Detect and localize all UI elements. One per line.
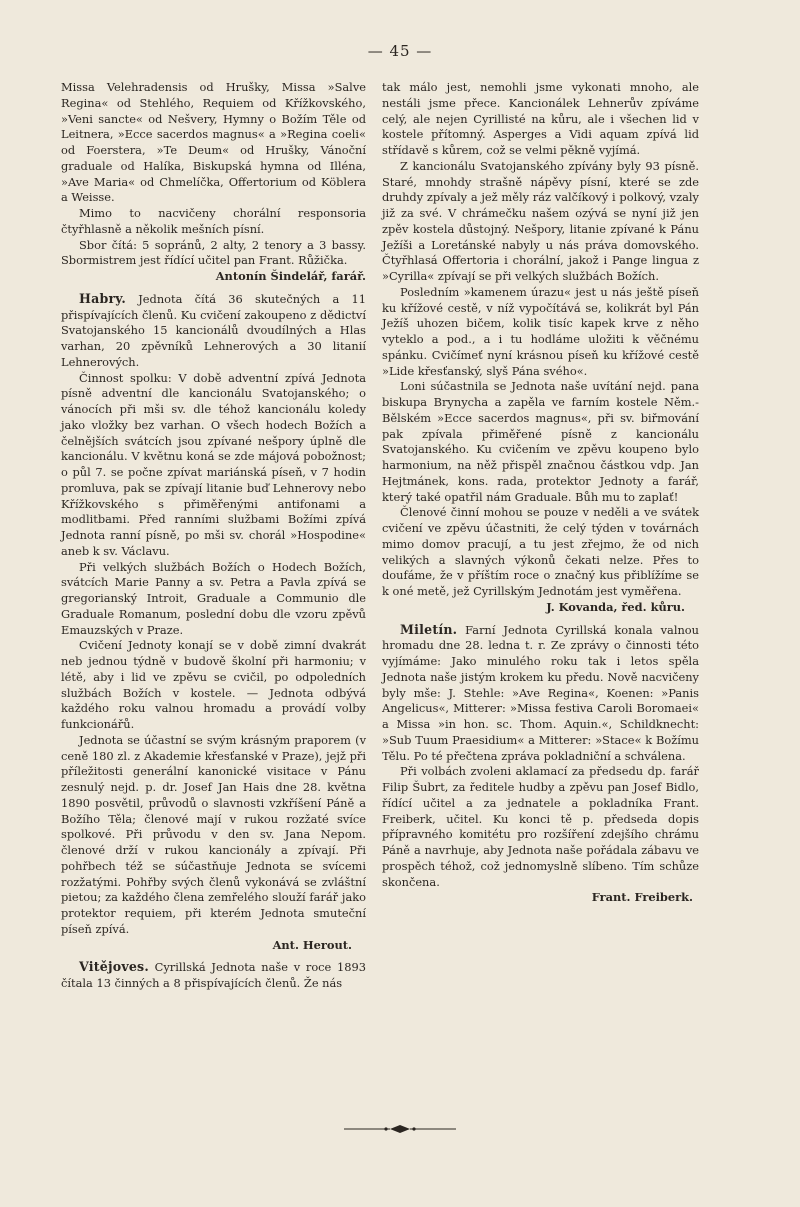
paragraph: Z kancionálu Svatojanského zpívány byly 93 písně. Staré, mnohdy strašně nápěvy písní, které se zde druhdy zpívaly a jež měly ráz valčíkový i polkový, vzaly již za své. V chrámečku našem ozývá se nyní již jen zpěv kostela důstojný. Nešpory, litanie zpívané k Pánu Ježíši a Loretánské nabyly u nás práva domovského. Čtyřhlasá Offertoria i chorální, jakož i Pange lingua z »Cyrilla« zpívají se při velkých službách Božích. xyxy=(382,158,699,283)
signature-name: Antonín Šindelář, farář. xyxy=(215,269,366,283)
paragraph: Sbor čítá: 5 sopránů, 2 alty, 2 tenory a 3 bassy. Sbormistrem jest řídící učitel pan Frant. Růžička. xyxy=(61,237,366,268)
paragraph: Missa Velehradensis od Hrušky, Missa »Salve Regina« od Stehlého, Requiem od Křížkovského, »Veni sancte« od Nešvery, Hymny o Božím Těle od Leitnera, »Ecce sacerdos magnus« a »Regina coeli« od Foerstera, »Te Deum« od Hrušky, Vánoční graduale od Halíka, Biskupská hymna od Illéna, »Ave Maria« od Chmelíčka, Offertorium od Köblera a Weisse. xyxy=(61,80,366,205)
signature-name: J. Kovanda, řed. kůru. xyxy=(546,599,685,614)
place-heading: Habry. xyxy=(79,290,126,306)
paragraph: Jednota se účastní se svým krásným praporem (v ceně 180 zl. z Akademie křesťanské v Praze), jejž při příležitosti generální kanonické visitace v Pánu zesnulý nejd. p. dr. Josef Jan Hais dne 28. května 1890 posvětil, průvodů o slavnosti vzkříšení Páně a Božího Těla; členové mají v rukou rozžaté svíce spolkové. Při průvodu v den sv. Jana Nepom. členové drží v rukou kancionály a zpívají. Při pohřbech též se súčastňuje Jednota se svícemi rozžatými. Pohřby svých členů vykonává se zvláštní pietou; za každého člena zemřelého slouží farář jako protektor requiem, při kterém Jednota smuteční píseň zpívá. xyxy=(61,732,366,936)
paragraph-text: Jednota čítá 36 skutečných a 11 přispívajících členů. Ku cvičení zakoupeno z dědictví Svatojanského 15 kancionálů dvoudílných a Hlas varhan, 20 zpěvníků Lehnerových a 30 litanií Lehnerových. xyxy=(61,291,367,369)
paragraph: Posledním »kamenem úrazu« jest u nás ještě píseň ku křížové cestě, v níž vypočítává se, kolikrát byl Pán Ježíš uhozen bičem, kolik tisíc kapek krve z něho vyteklo a pod., a i tu hodláme uložiti k věčnému spánku. Cvičímeť nyní krásnou píseň ku křížové cestě »Lide křesťanský, slyš Pána svého«. xyxy=(382,284,699,378)
signature-name: Frant. Freiberk. xyxy=(591,890,693,905)
report-miletin xyxy=(382,622,699,765)
page-number: — 45 — xyxy=(367,42,433,60)
paragraph: Členové činní mohou se pouze v neděli a ve svátek cvičení ve zpěvu účastniti, že celý týden v továrnách mimo domov pracují, a tu jest zřejmo, že od nich velikých a slavných výkonů čekati nelze. Přes to doufáme, že v příštím roce o značný kus přiblížíme se k oné metě, jež Cyrillským Jednotám jest vyměřena. xyxy=(382,505,699,598)
signature xyxy=(382,600,699,616)
left-column xyxy=(61,80,366,992)
paragraph: Mimo to nacvičeny chorální responsoria čtyřhlasně a několik mešních písní. xyxy=(61,206,366,236)
fleuron-ornament-icon xyxy=(340,1124,460,1134)
paragraph: Při velkých službách Božích o Hodech Božích, svátcích Marie Panny a sv. Petra a Pavla zpívá se gregorianský Introit, Graduale a Communio dle Graduale Romanum, poslední dobu dle vzoru zpěvů Emauzských v Praze. xyxy=(61,559,366,637)
paragraph: Cvičení Jednoty konají se v době zimní dvakrát neb jednou týdně v budově školní při harmoniu; v létě, aby i lid ve zpěvu se cvičil, po odpoledních službách Božích v kostele. — Jednota odbývá každého roku valnou hromadu a provádí volby funkcionářů. xyxy=(61,638,366,731)
paragraph: Loni súčastnila se Jednota naše uvítání nejd. pana biskupa Brynycha a zapěla ve farním kostele Něm.-Bělském »Ecce sacerdos magnus«, při sv. biřmování pak zpívala přiměřené písně z kancionálu Svatojanského. Ku cvičením ve zpěvu koupeno bylo harmonium, na něž přispěl značnou částkou vdp. Jan Hejtmánek, kons. rada, protektor Jednoty a farář, který také opatřil nám Graduale. Bůh mu to zaplať! xyxy=(382,379,699,504)
signature-name: Ant. Herout. xyxy=(272,937,352,952)
signature xyxy=(61,269,366,285)
paragraph: tak málo jest, nemohli jsme vykonati mnoho, ale nestáli jsme přece. Kancionálek Lehnerův zpíváme celý, ale nejen Cyrillisté na kůru, ale i všechen lid v kostele přítomný. Asperges a Vidi aquam zpívá lid střídavě s kůrem, což se velmi pěkně vyjímá. xyxy=(382,80,699,157)
paragraph: Činnost spolku: V době adventní zpívá Jednota písně adventní dle kancionálu Svatojanského; o vánocích při mši sv. dle téhož kancionálu koledy jako vložky bez varhan. O všech hodech Božích a čelnějších svátcích jsou zpívané nešpory úplně dle kancionálu. V květnu koná se zde májová pobožnost; o půl 7. se počne zpívat mariánská píseň, v 7 hodin promluva, pak se zpívají litanie buď Lehnerovy nebo Křížkovského s přiměřenými antifonami a modlitbami. Před ranními službami Božími zpívá Jednota ranní písně, po mši sv. chorál »Hospodine« aneb k sv. Václavu. xyxy=(61,370,366,558)
right-column xyxy=(382,80,699,906)
report-vitejoves xyxy=(61,959,366,992)
place-heading: Miletín. xyxy=(400,621,458,637)
signature xyxy=(61,938,366,954)
signature xyxy=(382,890,699,906)
paragraph-text: Farní Jednota Cyrillská konala valnou hromadu dne 28. ledna t. r. Ze zprávy o činnosti této vyjímáme: Jako minulého roku tak i letos spěla Jednota naše jistým krokem ku předu. Nově nacvičeny byly mše: J. Stehle: »Ave Regina«, Koenen: »Panis Angelicus«, Mitterer: »Missa festiva Caroli Boromaei« a Missa »in hon. sc. Thom. Aquin.«, Schildknecht: »Sub Tuum Praesidium« a Mitterer: »Stace« k Božímu Tělu. Po té přečtena zpráva pokladniční a schválena. xyxy=(382,622,699,763)
paragraph: Při volbách zvoleni aklamací za předsedu dp. farář Filip Šubrt, za ředitele hudby a zpěvu pan Josef Bidlo, řídící učitel a za jednatele a pokladníka Frant. Freiberk, učitel. Ku konci tě p. předseda dopis přípravného komitétu pro rozšíření zdejšího chrámu Páně a navrhuje, aby Jednota naše pořádala zábavu ve prospěch téhož, což jednomyslně slíbeno. Tím schůze skončena. xyxy=(382,764,699,889)
place-heading: Vitějoves. xyxy=(79,959,149,975)
report-habry xyxy=(61,291,366,371)
paragraph-text: Cyrillská Jednota naše v roce 1893 čítala 13 činných a 8 přispívajících členů. Že nás xyxy=(61,960,366,990)
